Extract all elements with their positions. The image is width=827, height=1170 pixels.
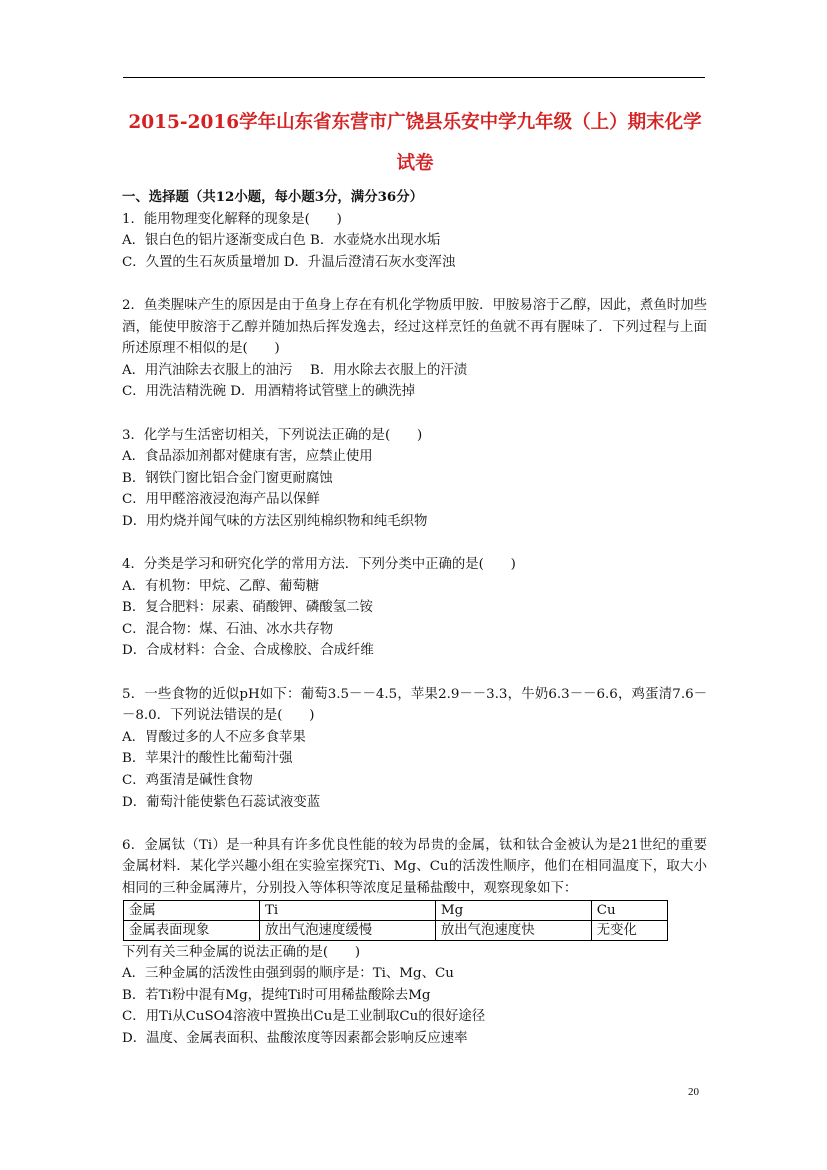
question-5-option: C．鸡蛋清是碱性食物 bbox=[122, 773, 253, 789]
question-4-option: C．混合物：煤、石油、冰水共存物 bbox=[122, 621, 334, 637]
question-6-option: B．若Ti粉中混有Mg，提纯Ti时可用稀盐酸除去Mg bbox=[122, 987, 431, 1003]
question-2-stem: 2．鱼类腥味产生的原因是由于鱼身上存在有机化学物质甲胺．甲胺易溶于乙醇，因此，煮鱼时加些酒，能使甲胺溶于乙醇并随加热后挥发逸去，经过这样烹饪的鱼就不再有腥味了．下列过程与上面所述原理不相似的是( ) bbox=[122, 297, 707, 357]
question-6-prompt: 下列有关三种金属的说法正确的是( ) bbox=[122, 944, 361, 960]
question-5-option: A．胃酸过多的人不应多食苹果 bbox=[122, 729, 306, 745]
question-5-option: D．葡萄汁能使紫色石蕊试液变蓝 bbox=[122, 794, 321, 810]
question-3-stem: 3．化学与生活密切相关，下列说法正确的是( ) bbox=[122, 427, 423, 443]
question-6-option: D．温度、金属表面积、盐酸浓度等因素都会影响反应速率 bbox=[122, 1030, 468, 1046]
table-cell: Cu bbox=[591, 900, 667, 920]
table-cell: Mg bbox=[435, 900, 591, 920]
question-1-option: A．银白色的铝片逐渐变成白色 B．水壶烧水出现水垢 bbox=[122, 233, 441, 249]
metal-observation-table bbox=[123, 900, 668, 941]
section-heading: 一、选择题（共12小题，每小题3分，满分36分） bbox=[122, 189, 424, 205]
question-6-option: A．三种金属的活泼性由强到弱的顺序是：Ti、Mg、Cu bbox=[122, 966, 454, 982]
question-2-option: C．用洗洁精洗碗 D．用酒精将试管壁上的碘洗掉 bbox=[122, 384, 416, 400]
table-cell: Ti bbox=[260, 900, 436, 920]
table-cell: 金属表面现象 bbox=[124, 920, 260, 940]
question-1-option: C．久置的生石灰质量增加 D．升温后澄清石灰水变浑浊 bbox=[122, 254, 456, 270]
question-3-option: A．食品添加剂都对健康有害，应禁止使用 bbox=[122, 449, 373, 465]
question-2-option: A．用汽油除去衣服上的油污 B．用水除去衣服上的汗渍 bbox=[122, 362, 468, 378]
question-4-stem: 4．分类是学习和研究化学的常用方法．下列分类中正确的是( ) bbox=[122, 557, 516, 573]
page-title-line1: 2015-2016学年山东省东营市广饶县乐安中学九年级（上）期末化学 bbox=[128, 112, 702, 133]
question-3-option: B．钢铁门窗比铝合金门窗更耐腐蚀 bbox=[122, 470, 333, 486]
table-row bbox=[124, 900, 668, 920]
question-4-option: A．有机物：甲烷、乙醇、葡萄糖 bbox=[122, 578, 320, 594]
question-3-option: D．用灼烧并闻气味的方法区别纯棉织物和纯毛织物 bbox=[122, 513, 428, 529]
page-title-line2: 试卷 bbox=[396, 153, 434, 174]
page-number: 20 bbox=[688, 1086, 699, 1098]
question-3-option: C．用甲醛溶液浸泡海产品以保鲜 bbox=[122, 492, 320, 508]
header-rule bbox=[123, 77, 705, 78]
question-5-stem: 5．一些食物的近似pH如下：葡萄3.5－－4.5，苹果2.9－－3.3，牛奶6.3－－6.6，鸡蛋清7.6－－8.0．下列说法错误的是( ) bbox=[122, 686, 707, 724]
question-4-option: B．复合肥料：尿素、硝酸钾、磷酸氢二铵 bbox=[122, 600, 373, 616]
question-6-option: C．用Ti从CuSO4溶液中置换出Cu是工业制取Cu的很好途径 bbox=[122, 1009, 486, 1025]
exam-content bbox=[122, 187, 707, 1050]
table-cell: 金属 bbox=[124, 900, 260, 920]
table-cell: 无变化 bbox=[591, 920, 667, 940]
question-1-stem: 1．能用物理变化解释的现象是( ) bbox=[122, 211, 342, 227]
question-6-stem: 6．金属钛（Ti）是一种具有许多优良性能的较为昂贵的金属，钛和钛合金被认为是21世纪的重要金属材料．某化学兴趣小组在实验室探究Ti、Mg、Cu的活泼性顺序，他们在相同温度下，取大小相同的三种金属薄片，分别投入等体积等浓度足量稀盐酸中，观察现象如下： bbox=[122, 837, 707, 896]
question-5-option: B．苹果汁的酸性比葡萄汁强 bbox=[122, 751, 293, 767]
table-row bbox=[124, 920, 668, 940]
table-cell: 放出气泡速度缓慢 bbox=[260, 920, 436, 940]
question-4-option: D．合成材料：合金、合成橡胶、合成纤维 bbox=[122, 643, 374, 659]
table-cell: 放出气泡速度快 bbox=[435, 920, 591, 940]
